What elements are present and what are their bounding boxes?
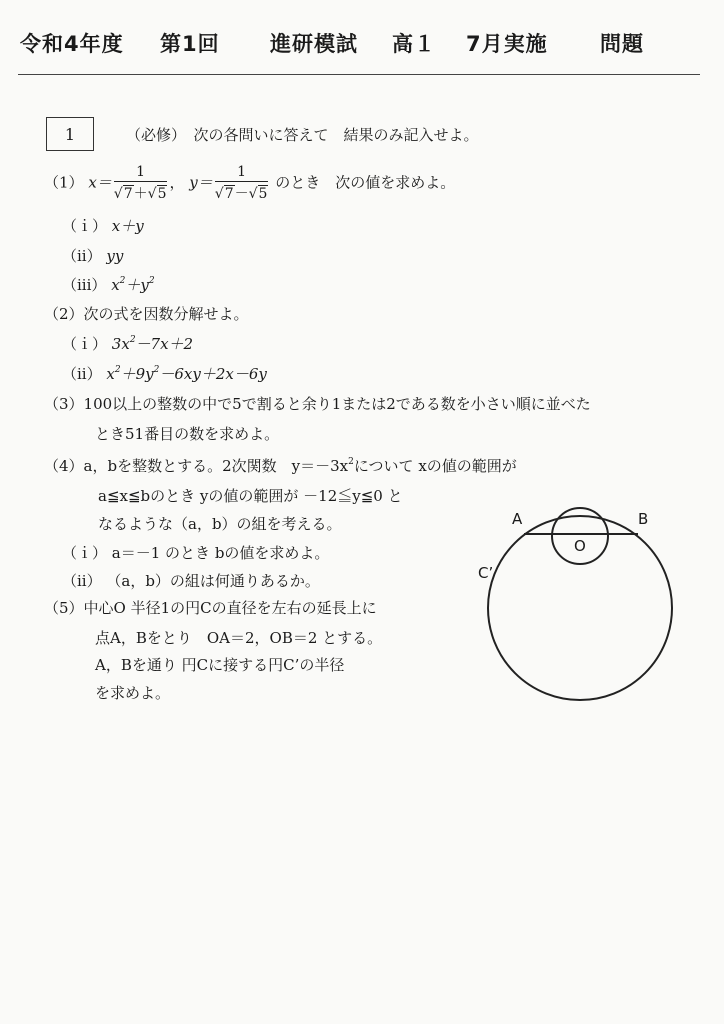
q4-line-2: a≦x≦bのとき yの値の範囲が －12≦y≦0 と [98, 487, 403, 505]
q4-sub-i-label: （ｉ） [62, 544, 108, 562]
q1-y-numerator: 1 [215, 164, 269, 182]
q5-text-1: 中心O 半径1の円Cの直径を左右の延長上に [83, 599, 377, 617]
header-divider [18, 74, 700, 75]
q5-line-1 [44, 597, 377, 618]
q1-instruction: のとき 次の値を求めよ。 [275, 173, 456, 192]
q1-sub-iii-y: ＋y [125, 276, 149, 294]
q2-text: 次の式を因数分解せよ。 [83, 305, 249, 323]
q1-separator: ， [169, 173, 185, 192]
label-c-prime: C’ [478, 564, 494, 582]
q1-y-den-a: 7 [224, 186, 234, 202]
q2-sub-i-label: （ｉ） [62, 335, 108, 353]
q2-sub-ii-label: （ii） [62, 365, 102, 383]
q2-sub-i-power: 2 [129, 335, 136, 345]
q1-sub-ii [62, 245, 123, 266]
q1-y-den-op: － [234, 186, 249, 202]
q1-sub-iii-expr [111, 276, 154, 294]
q1-y-var: y＝ [189, 173, 213, 192]
q5-label: （5） [44, 599, 84, 617]
q1-label: （1） [44, 173, 84, 192]
q3-label: （3） [44, 395, 84, 413]
q1-x-den-a: 7 [123, 186, 133, 202]
q4-sub-ii-label: （ii） [62, 572, 102, 590]
q4-sub-i-text: a＝－1 のとき bの値を求めよ。 [111, 544, 330, 562]
q4-text-1a: a，bを整数とする。2次関数 y＝－3x [83, 457, 349, 475]
q1-sub-i [62, 215, 144, 236]
q4-line-1 [44, 455, 517, 476]
q1-sub-iii-label: （iii） [62, 276, 107, 294]
q5-line-3: A，Bを通り 円Cに接する円C’の半径 [95, 656, 345, 674]
q3-line-1 [44, 393, 591, 414]
q1-sub-ii-expr: yy [106, 247, 124, 265]
q4-power: 2 [348, 457, 354, 467]
q4-text-1b: について xの値の範囲が [353, 457, 517, 475]
q2-sub-ii-b: ＋9y [120, 365, 154, 383]
q2-sub-i-b: －7x＋2 [135, 335, 194, 353]
q1-y-denominator: √7－√5 [214, 186, 268, 202]
q4-line-3: なるような（a，b）の組を考える。 [98, 515, 342, 533]
header-exam-name: 進研模試 [270, 32, 358, 56]
q4-label: （4） [44, 457, 84, 475]
header-session: 第1回 [160, 32, 220, 56]
q2-sub-ii-c: －6xy＋2x－6y [159, 365, 267, 383]
q2-sub-ii-a: x [106, 365, 115, 383]
q1-sub-iii [62, 274, 155, 295]
q2-sub-ii-power-2: 2 [153, 365, 160, 375]
problem-intro: （必修） 次の各問いに答えて 結果のみ記入せよ。 [126, 126, 479, 144]
q2-sub-ii-power-1: 2 [114, 365, 121, 375]
label-b: B [638, 510, 649, 528]
q2-sub-i [62, 333, 193, 354]
q2-sub-i-a: 3x [111, 335, 130, 353]
q1-sub-iii-x: x [111, 276, 120, 294]
q5-line-4: を求めよ。 [95, 684, 171, 702]
label-o: O [574, 537, 586, 555]
q1-x-numerator: 1 [114, 164, 168, 182]
q1-statement [44, 164, 455, 203]
q1-sub-i-label: （ｉ） [62, 217, 108, 235]
q2-label: （2） [44, 305, 84, 323]
q5-line-2: 点A，Bをとり OA＝2，OB＝2 とする。 [95, 629, 383, 647]
q1-x-den-b: 5 [157, 186, 167, 202]
header-grade: 高１ [392, 32, 436, 56]
q2-sub-i-expr [112, 335, 193, 353]
q4-sub-ii [62, 570, 320, 591]
q1-x-var: x＝ [88, 173, 112, 192]
q1-y-fraction [215, 164, 269, 203]
q1-sub-i-expr: x＋y [111, 217, 144, 235]
q1-sub-iii-power-2: 2 [148, 276, 155, 286]
q4-sub-i [62, 542, 329, 563]
header-year: 令和4年度 [20, 32, 124, 56]
q1-sub-iii-power-1: 2 [119, 276, 126, 286]
header-doc-type: 問題 [600, 32, 644, 56]
label-a: A [512, 510, 523, 528]
problem-number-box [46, 117, 94, 151]
q1-x-den-op: ＋ [133, 186, 148, 202]
problem-number: 1 [64, 124, 76, 144]
q2-statement [44, 303, 249, 324]
q3-line-2: とき51番目の数を求めよ。 [95, 425, 280, 443]
q2-sub-ii [62, 363, 267, 384]
q1-y-den-b: 5 [258, 186, 268, 202]
q1-x-fraction [114, 164, 168, 203]
circle-figure-svg [470, 500, 700, 700]
q1-x-denominator: √7＋√5 [113, 186, 167, 202]
q1-sub-ii-label: （ii） [62, 247, 102, 265]
q2-sub-ii-expr [106, 365, 266, 383]
q3-text-1: 100以上の整数の中で5で割ると余り1または2である数を小さい順に並べた [83, 395, 591, 413]
circle-figure [470, 500, 700, 700]
header-month: 7月実施 [466, 32, 548, 56]
q4-sub-ii-text: （a，b）の組は何通りあるか。 [106, 572, 320, 590]
